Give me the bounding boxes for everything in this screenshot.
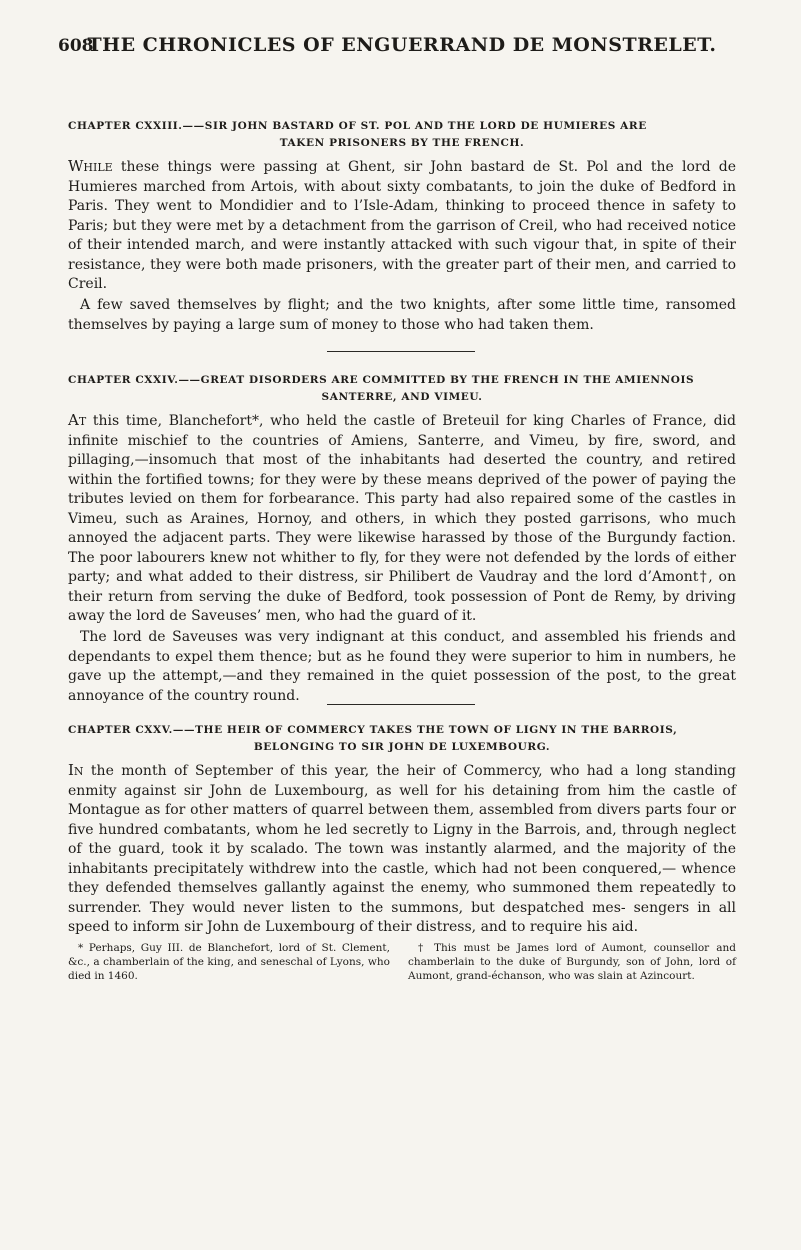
- chapter-heading-line: CHAPTER CXXIII.——SIR JOHN BASTARD OF ST. POL AND THE LORD DE HUMIERES ARE: [68, 120, 647, 132]
- paragraph: [68, 411, 736, 627]
- paragraph: [68, 296, 736, 335]
- chapter-heading-line: SANTERRE, AND VIMEU.: [321, 391, 483, 403]
- paragraph-lead: In: [68, 761, 84, 779]
- paragraph-text: The lord de Saveuses was very indignant at this conduct, and assembled his friends and dependants to expel them thence; but as he found they were superior to him in numbers, he gave up the attempt,—and they remained in the quiet possession of the post, to the great annoyance of the country round.: [68, 629, 736, 704]
- running-title: THE CHRONICLES OF ENGUERRAND DE MONSTRELET.: [87, 34, 717, 56]
- book-page: [58, 0, 736, 1250]
- chapter-heading-line: BELONGING TO SIR JOHN DE LUXEMBOURG.: [253, 741, 551, 753]
- chapter-heading-cxxiii: [68, 118, 736, 152]
- chapter-heading-line: CHAPTER CXXIV.——GREAT DISORDERS ARE COMMITTED BY THE FRENCH IN THE AMIENNOIS: [68, 374, 695, 386]
- chapter-heading-cxxv: [68, 722, 736, 756]
- chapter-heading-cxxiv: [68, 372, 736, 406]
- footnote-left: * Perhaps, Guy III. de Blanchefort, lord of St. Clement, &c., a chamberlain of the king, and seneschal of Lyons, who died in 1460.: [68, 942, 390, 982]
- paragraph-lead: While: [68, 157, 113, 175]
- section-rule: [327, 704, 475, 705]
- paragraph-text: the month of September of this year, the heir of Commercy, who had a long standing enmity against sir John de Luxembourg, as well for his detaining from him the castle of Montague as for other matters of quarrel between them, assembled from divers parts four or five hundred combatants, whom he led secretly to Ligny in the Barrois, and, through neglect of the guard, took it by scalado. The town was instantly alarmed, and the majority of the inhabitants precipitately withdrew into the castle, which had not been conquered,— whence they defended themselves gallantly against the enemy, who summoned them repeatedly to surrender. They would never listen to the summons, but despatched mes- sengers in all speed to inform sir John de Luxembourg of their distress, and to require his aid.: [68, 763, 736, 935]
- chapter-heading-line: TAKEN PRISONERS BY THE FRENCH.: [279, 137, 525, 149]
- paragraph-text: this time, Blanchefort*, who held the castle of Breteuil for king Charles of France, did infinite mischief to the countries of Amiens, Santerre, and Vimeu, by fire, sword, and pillaging,—insomuch that most of the inhabitants had deserted the country, and retired within the fortified towns; for they were by these means deprived of the power of paying the tributes levied on them for forbearance. This party had also repaired some of the castles in Vimeu, such as Araines, Hornoy, and others, in which they posted garrisons, who much annoyed the adjacent parts. They were likewise harassed by those of the Burgundy faction. The poor labourers knew not whither to fly, for they were not defended by the lords of either party; and what added to their distress, sir Philibert de Vaudray and the lord d’Amont†, on their return from serving the duke of Bedford, took possession of Pont de Remy, by driving away the lord de Saveuses’ men, who had the guard of it.: [68, 413, 736, 624]
- paragraph: [68, 628, 736, 706]
- paragraph: [68, 761, 736, 938]
- paragraph-text: A few saved themselves by flight; and the two knights, after some little time, ransomed themselves by paying a large sum of money to those who had taken them.: [68, 297, 736, 333]
- page-number: 608: [58, 36, 94, 56]
- running-head: [58, 34, 736, 62]
- paragraph-lead: At: [68, 411, 87, 429]
- section-rule: [327, 351, 475, 352]
- paragraph-text: these things were passing at Ghent, sir John bastard de St. Pol and the lord de Humieres marched from Artois, with about sixty combatants, to join the duke of Bedford in Paris. They went to Mondidier and to l’Isle-Adam, thinking to proceed thence in safety to Paris; but they were met by a detachment from the garrison of Creil, who had received notice of their intended march, and were instantly attacked with such vigour that, in spite of their resistance, they were both made prisoners, with the greater part of their men, and carried to Creil.: [68, 159, 736, 292]
- paragraph: [68, 157, 736, 295]
- chapter-heading-line: CHAPTER CXXV.——THE HEIR OF COMMERCY TAKES THE TOWN OF LIGNY IN THE BARROIS,: [68, 724, 678, 736]
- footnote-right: † This must be James lord of Aumont, counsellor and chamberlain to the duke of Burgundy, son of John, lord of Aumont, grand-échanson, who was slain at Azincourt.: [408, 942, 736, 982]
